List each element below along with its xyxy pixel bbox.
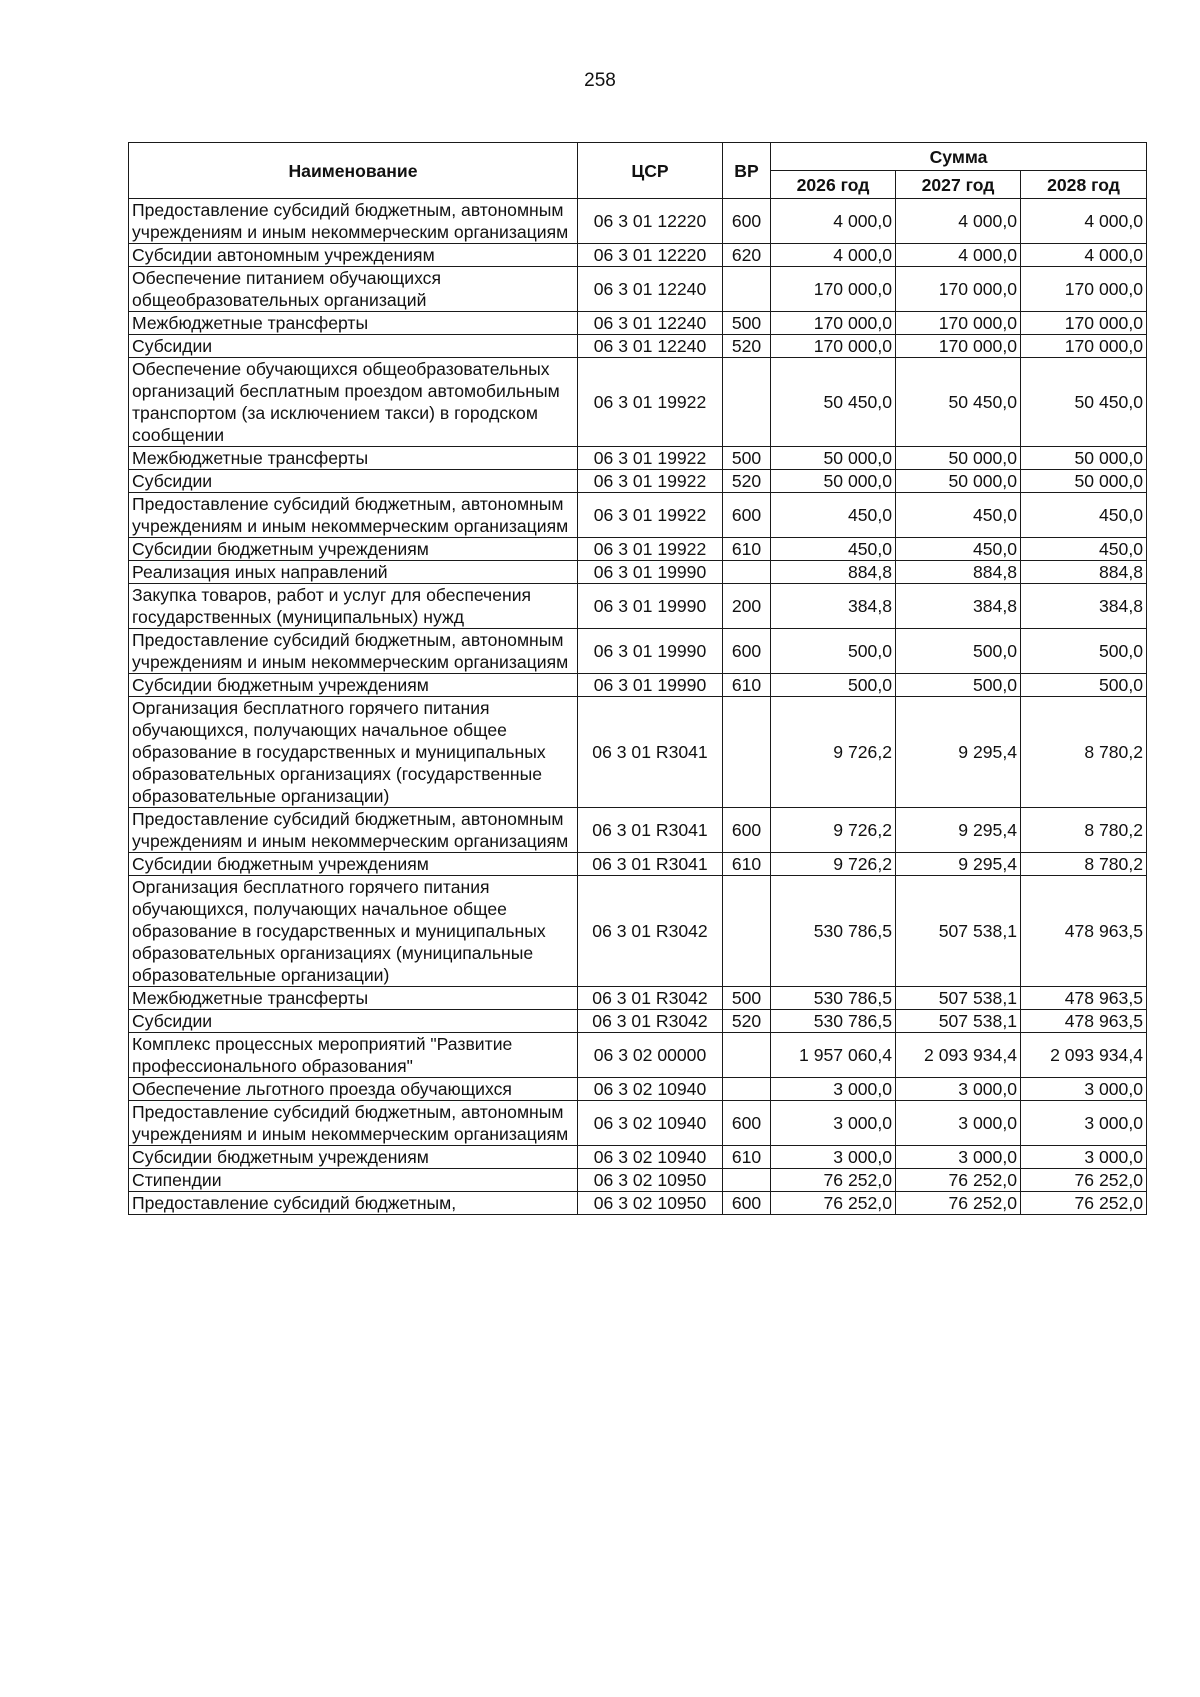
row-vr: 500	[723, 312, 771, 335]
row-vr: 200	[723, 584, 771, 629]
row-amount-2026: 1 957 060,4	[771, 1033, 896, 1078]
row-amount-2026: 500,0	[771, 674, 896, 697]
row-csr: 06 3 01 R3041	[578, 697, 723, 808]
row-vr: 620	[723, 244, 771, 267]
table-row	[129, 470, 1147, 493]
row-amount-2028: 4 000,0	[1021, 199, 1147, 244]
row-amount-2028: 384,8	[1021, 584, 1147, 629]
row-amount-2026: 4 000,0	[771, 244, 896, 267]
row-amount-2028: 170 000,0	[1021, 312, 1147, 335]
row-amount-2028: 500,0	[1021, 674, 1147, 697]
row-csr: 06 3 01 R3041	[578, 853, 723, 876]
row-name: Закупка товаров, работ и услуг для обеспечения государственных (муниципальных) нужд	[129, 584, 578, 629]
row-amount-2027: 3 000,0	[896, 1146, 1021, 1169]
row-amount-2027: 450,0	[896, 493, 1021, 538]
header-year-2026: 2026 год	[771, 171, 896, 199]
row-vr: 520	[723, 1010, 771, 1033]
row-name: Субсидии бюджетным учреждениям	[129, 1146, 578, 1169]
row-amount-2027: 450,0	[896, 538, 1021, 561]
table-row	[129, 808, 1147, 853]
row-amount-2027: 50 000,0	[896, 447, 1021, 470]
row-amount-2026: 450,0	[771, 538, 896, 561]
header-sum: Сумма	[771, 143, 1147, 171]
table-row	[129, 1146, 1147, 1169]
header-name: Наименование	[129, 143, 578, 199]
header-vr: ВР	[723, 143, 771, 199]
row-name: Организация бесплатного горячего питания обучающихся, получающих начальное общее образование в государственных и муниципальных образовательных организациях (муниципальные образовательные организации)	[129, 876, 578, 987]
row-amount-2026: 530 786,5	[771, 987, 896, 1010]
row-amount-2026: 76 252,0	[771, 1192, 896, 1215]
row-amount-2027: 4 000,0	[896, 199, 1021, 244]
row-name: Предоставление субсидий бюджетным,	[129, 1192, 578, 1215]
row-amount-2028: 4 000,0	[1021, 244, 1147, 267]
table-body	[129, 199, 1147, 1215]
table-row	[129, 1169, 1147, 1192]
row-csr: 06 3 01 19990	[578, 561, 723, 584]
row-name: Межбюджетные трансферты	[129, 447, 578, 470]
row-amount-2028: 3 000,0	[1021, 1101, 1147, 1146]
row-name: Межбюджетные трансферты	[129, 312, 578, 335]
row-amount-2028: 478 963,5	[1021, 876, 1147, 987]
row-amount-2026: 76 252,0	[771, 1169, 896, 1192]
row-amount-2027: 507 538,1	[896, 1010, 1021, 1033]
row-amount-2027: 170 000,0	[896, 335, 1021, 358]
row-vr	[723, 1033, 771, 1078]
row-vr: 600	[723, 493, 771, 538]
row-amount-2027: 507 538,1	[896, 987, 1021, 1010]
table-row	[129, 853, 1147, 876]
table-row	[129, 493, 1147, 538]
table-row	[129, 447, 1147, 470]
row-amount-2027: 170 000,0	[896, 312, 1021, 335]
row-name: Обеспечение питанием обучающихся общеобразовательных организаций	[129, 267, 578, 312]
row-csr: 06 3 01 19922	[578, 538, 723, 561]
row-amount-2026: 9 726,2	[771, 697, 896, 808]
row-csr: 06 3 02 10950	[578, 1169, 723, 1192]
row-name: Субсидии	[129, 335, 578, 358]
row-csr: 06 3 01 19990	[578, 674, 723, 697]
table-header	[129, 143, 1147, 199]
row-csr: 06 3 01 12240	[578, 335, 723, 358]
row-csr: 06 3 02 10940	[578, 1078, 723, 1101]
table-row	[129, 561, 1147, 584]
row-amount-2027: 3 000,0	[896, 1078, 1021, 1101]
row-amount-2027: 50 000,0	[896, 470, 1021, 493]
row-name: Предоставление субсидий бюджетным, автономным учреждениям и иным некоммерческим организациям	[129, 629, 578, 674]
row-vr	[723, 267, 771, 312]
row-csr: 06 3 01 12240	[578, 267, 723, 312]
row-csr: 06 3 02 10950	[578, 1192, 723, 1215]
row-name: Субсидии бюджетным учреждениям	[129, 853, 578, 876]
row-csr: 06 3 01 R3042	[578, 987, 723, 1010]
row-amount-2026: 450,0	[771, 493, 896, 538]
row-vr: 600	[723, 808, 771, 853]
page-number: 258	[584, 70, 616, 91]
row-amount-2027: 500,0	[896, 629, 1021, 674]
row-vr: 520	[723, 335, 771, 358]
row-vr	[723, 358, 771, 447]
table-row	[129, 987, 1147, 1010]
row-vr: 520	[723, 470, 771, 493]
table-row	[129, 1010, 1147, 1033]
row-csr: 06 3 01 19990	[578, 629, 723, 674]
row-amount-2028: 50 450,0	[1021, 358, 1147, 447]
header-year-2027: 2027 год	[896, 171, 1021, 199]
row-amount-2027: 76 252,0	[896, 1169, 1021, 1192]
row-amount-2027: 4 000,0	[896, 244, 1021, 267]
row-amount-2028: 76 252,0	[1021, 1169, 1147, 1192]
row-amount-2028: 76 252,0	[1021, 1192, 1147, 1215]
table-row	[129, 312, 1147, 335]
row-amount-2028: 3 000,0	[1021, 1146, 1147, 1169]
row-csr: 06 3 01 12220	[578, 244, 723, 267]
table-row	[129, 1192, 1147, 1215]
row-vr	[723, 697, 771, 808]
row-vr: 600	[723, 1192, 771, 1215]
row-csr: 06 3 01 R3041	[578, 808, 723, 853]
table-row	[129, 697, 1147, 808]
row-vr: 610	[723, 1146, 771, 1169]
row-amount-2026: 170 000,0	[771, 267, 896, 312]
row-amount-2026: 170 000,0	[771, 335, 896, 358]
table-row	[129, 267, 1147, 312]
row-amount-2027: 884,8	[896, 561, 1021, 584]
row-amount-2027: 384,8	[896, 584, 1021, 629]
row-name: Межбюджетные трансферты	[129, 987, 578, 1010]
row-amount-2027: 170 000,0	[896, 267, 1021, 312]
row-csr: 06 3 01 19922	[578, 470, 723, 493]
table-row	[129, 876, 1147, 987]
row-amount-2028: 478 963,5	[1021, 987, 1147, 1010]
row-amount-2027: 9 295,4	[896, 808, 1021, 853]
row-amount-2026: 170 000,0	[771, 312, 896, 335]
header-csr: ЦСР	[578, 143, 723, 199]
row-amount-2027: 9 295,4	[896, 853, 1021, 876]
row-amount-2026: 500,0	[771, 629, 896, 674]
row-csr: 06 3 01 19922	[578, 358, 723, 447]
table-row	[129, 335, 1147, 358]
row-amount-2026: 50 000,0	[771, 470, 896, 493]
row-amount-2026: 530 786,5	[771, 876, 896, 987]
row-amount-2027: 2 093 934,4	[896, 1033, 1021, 1078]
row-amount-2028: 170 000,0	[1021, 335, 1147, 358]
row-vr: 600	[723, 1101, 771, 1146]
row-amount-2028: 2 093 934,4	[1021, 1033, 1147, 1078]
row-name: Стипендии	[129, 1169, 578, 1192]
budget-table	[128, 142, 1147, 1215]
row-amount-2028: 8 780,2	[1021, 808, 1147, 853]
row-csr: 06 3 01 19922	[578, 493, 723, 538]
row-name: Субсидии	[129, 470, 578, 493]
row-csr: 06 3 01 R3042	[578, 1010, 723, 1033]
row-amount-2028: 3 000,0	[1021, 1078, 1147, 1101]
row-amount-2027: 3 000,0	[896, 1101, 1021, 1146]
row-name: Реализация иных направлений	[129, 561, 578, 584]
row-amount-2027: 76 252,0	[896, 1192, 1021, 1215]
row-csr: 06 3 02 10940	[578, 1146, 723, 1169]
row-csr: 06 3 01 12220	[578, 199, 723, 244]
table-row	[129, 538, 1147, 561]
row-amount-2026: 3 000,0	[771, 1078, 896, 1101]
row-amount-2028: 884,8	[1021, 561, 1147, 584]
row-amount-2027: 9 295,4	[896, 697, 1021, 808]
row-csr: 06 3 01 19990	[578, 584, 723, 629]
row-vr: 500	[723, 987, 771, 1010]
row-name: Субсидии бюджетным учреждениям	[129, 538, 578, 561]
row-name: Обеспечение обучающихся общеобразовательных организаций бесплатным проездом автомобильным транспортом (за исключением такси) в городском сообщении	[129, 358, 578, 447]
row-csr: 06 3 02 00000	[578, 1033, 723, 1078]
row-name: Субсидии бюджетным учреждениям	[129, 674, 578, 697]
table-row	[129, 244, 1147, 267]
row-name: Предоставление субсидий бюджетным, автономным учреждениям и иным некоммерческим организациям	[129, 199, 578, 244]
row-amount-2028: 8 780,2	[1021, 697, 1147, 808]
row-amount-2028: 50 000,0	[1021, 447, 1147, 470]
table-row	[129, 1078, 1147, 1101]
row-amount-2026: 3 000,0	[771, 1101, 896, 1146]
row-amount-2027: 50 450,0	[896, 358, 1021, 447]
row-csr: 06 3 01 R3042	[578, 876, 723, 987]
table-row	[129, 674, 1147, 697]
row-vr: 610	[723, 674, 771, 697]
row-name: Предоставление субсидий бюджетным, автономным учреждениям и иным некоммерческим организациям	[129, 1101, 578, 1146]
row-amount-2028: 170 000,0	[1021, 267, 1147, 312]
row-name: Обеспечение льготного проезда обучающихся	[129, 1078, 578, 1101]
row-csr: 06 3 02 10940	[578, 1101, 723, 1146]
row-csr: 06 3 01 12240	[578, 312, 723, 335]
row-amount-2026: 530 786,5	[771, 1010, 896, 1033]
table-row	[129, 1101, 1147, 1146]
row-amount-2028: 50 000,0	[1021, 470, 1147, 493]
row-vr: 610	[723, 853, 771, 876]
row-name: Субсидии	[129, 1010, 578, 1033]
row-vr	[723, 1169, 771, 1192]
row-name: Комплекс процессных мероприятий "Развитие профессионального образования"	[129, 1033, 578, 1078]
row-amount-2026: 9 726,2	[771, 853, 896, 876]
row-amount-2026: 384,8	[771, 584, 896, 629]
table-row	[129, 1033, 1147, 1078]
row-amount-2028: 500,0	[1021, 629, 1147, 674]
row-csr: 06 3 01 19922	[578, 447, 723, 470]
row-amount-2026: 9 726,2	[771, 808, 896, 853]
row-amount-2028: 450,0	[1021, 493, 1147, 538]
row-amount-2026: 50 000,0	[771, 447, 896, 470]
table-row	[129, 358, 1147, 447]
row-amount-2027: 507 538,1	[896, 876, 1021, 987]
row-amount-2026: 4 000,0	[771, 199, 896, 244]
header-year-2028: 2028 год	[1021, 171, 1147, 199]
row-amount-2028: 478 963,5	[1021, 1010, 1147, 1033]
row-amount-2026: 50 450,0	[771, 358, 896, 447]
row-vr	[723, 561, 771, 584]
row-vr	[723, 876, 771, 987]
row-amount-2026: 3 000,0	[771, 1146, 896, 1169]
row-vr: 610	[723, 538, 771, 561]
row-amount-2028: 450,0	[1021, 538, 1147, 561]
row-vr: 600	[723, 629, 771, 674]
row-name: Организация бесплатного горячего питания обучающихся, получающих начальное общее образование в государственных и муниципальных образовательных организациях (государственные образовательные организации)	[129, 697, 578, 808]
row-vr: 500	[723, 447, 771, 470]
row-amount-2027: 500,0	[896, 674, 1021, 697]
row-amount-2028: 8 780,2	[1021, 853, 1147, 876]
table-row	[129, 629, 1147, 674]
row-name: Субсидии автономным учреждениям	[129, 244, 578, 267]
row-vr	[723, 1078, 771, 1101]
table-row	[129, 199, 1147, 244]
row-vr: 600	[723, 199, 771, 244]
row-amount-2026: 884,8	[771, 561, 896, 584]
table-row	[129, 584, 1147, 629]
row-name: Предоставление субсидий бюджетным, автономным учреждениям и иным некоммерческим организациям	[129, 808, 578, 853]
row-name: Предоставление субсидий бюджетным, автономным учреждениям и иным некоммерческим организациям	[129, 493, 578, 538]
